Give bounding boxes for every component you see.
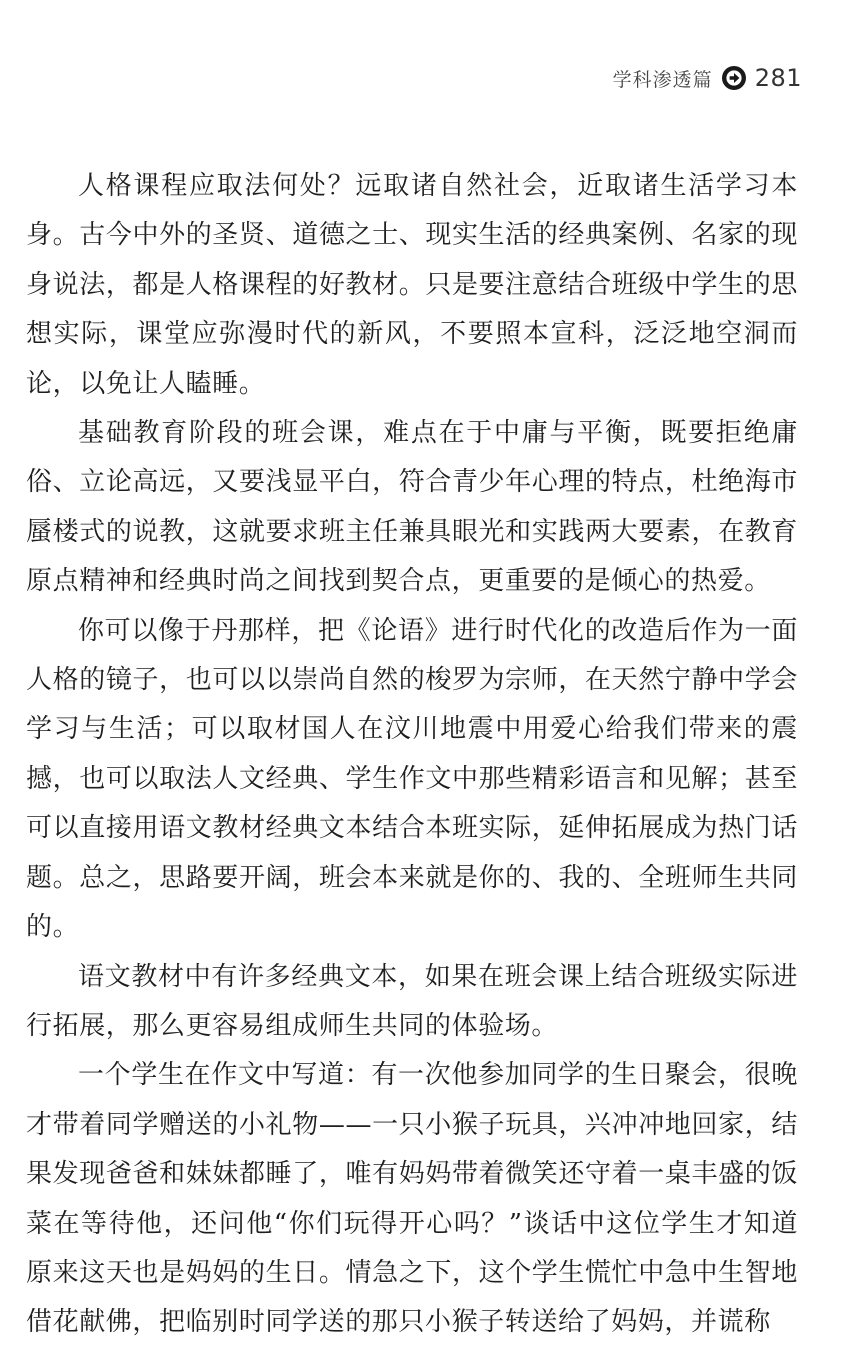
page-number: 281 xyxy=(754,64,802,92)
paragraph: 一个学生在作文中写道：有一次他参加同学的生日聚会，很晚才带着同学赠送的小礼物——一只小猴子玩具，兴冲冲地回家，结果发现爸爸和妹妹都睡了，唯有妈妈带着微笑还守着一桌丰盛的饭菜在等待他，还问他“你们玩得开心吗？”谈话中这位学生才知道原来这天也是妈妈的生日。情急之下，这个学生慌忙中急中生智地借花献佛，把临别时同学送的那只小猴子转送给了妈妈，并谎称 xyxy=(26,1060,798,1338)
body-text xyxy=(26,162,798,1348)
paragraph: 人格课程应取法何处？远取诸自然社会，近取诸生活学习本身。古今中外的圣贤、道德之士、现实生活的经典案例、名家的现身说法，都是人格课程的好教材。只是要注意结合班级中学生的思想实际，课堂应弥漫时代的新风，不要照本宣科，泛泛地空洞而论，以免让人瞌睡。 xyxy=(26,171,798,399)
paragraph: 语文教材中有许多经典文本，如果在班会课上结合班级实际进行拓展，那么更容易组成师生共同的体验场。 xyxy=(26,961,798,1041)
running-header xyxy=(613,62,802,94)
right-arrow-circle-icon xyxy=(721,65,747,91)
section-title: 学科渗透篇 xyxy=(612,68,713,91)
paragraph: 你可以像于丹那样，把《论语》进行时代化的改造后作为一面人格的镜子，也可以以崇尚自然的梭罗为宗师，在天然宁静中学会学习与生活；可以取材国人在汶川地震中用爱心给我们带来的震撼，也可以取法人文经典、学生作文中那些精彩语言和见解；甚至可以直接用语文教材经典文本结合本班实际，延伸拓展成为热门话题。总之，思路要开阔，班会本来就是你的、我的、全班师生共同的。 xyxy=(26,615,798,943)
paragraph: 基础教育阶段的班会课，难点在于中庸与平衡，既要拒绝庸俗、立论高远，又要浅显平白，符合青少年心理的特点，杜绝海市蜃楼式的说教，这就要求班主任兼具眼光和实践两大要素，在教育原点精神和经典时尚之间找到契合点，更重要的是倾心的热爱。 xyxy=(26,418,798,597)
